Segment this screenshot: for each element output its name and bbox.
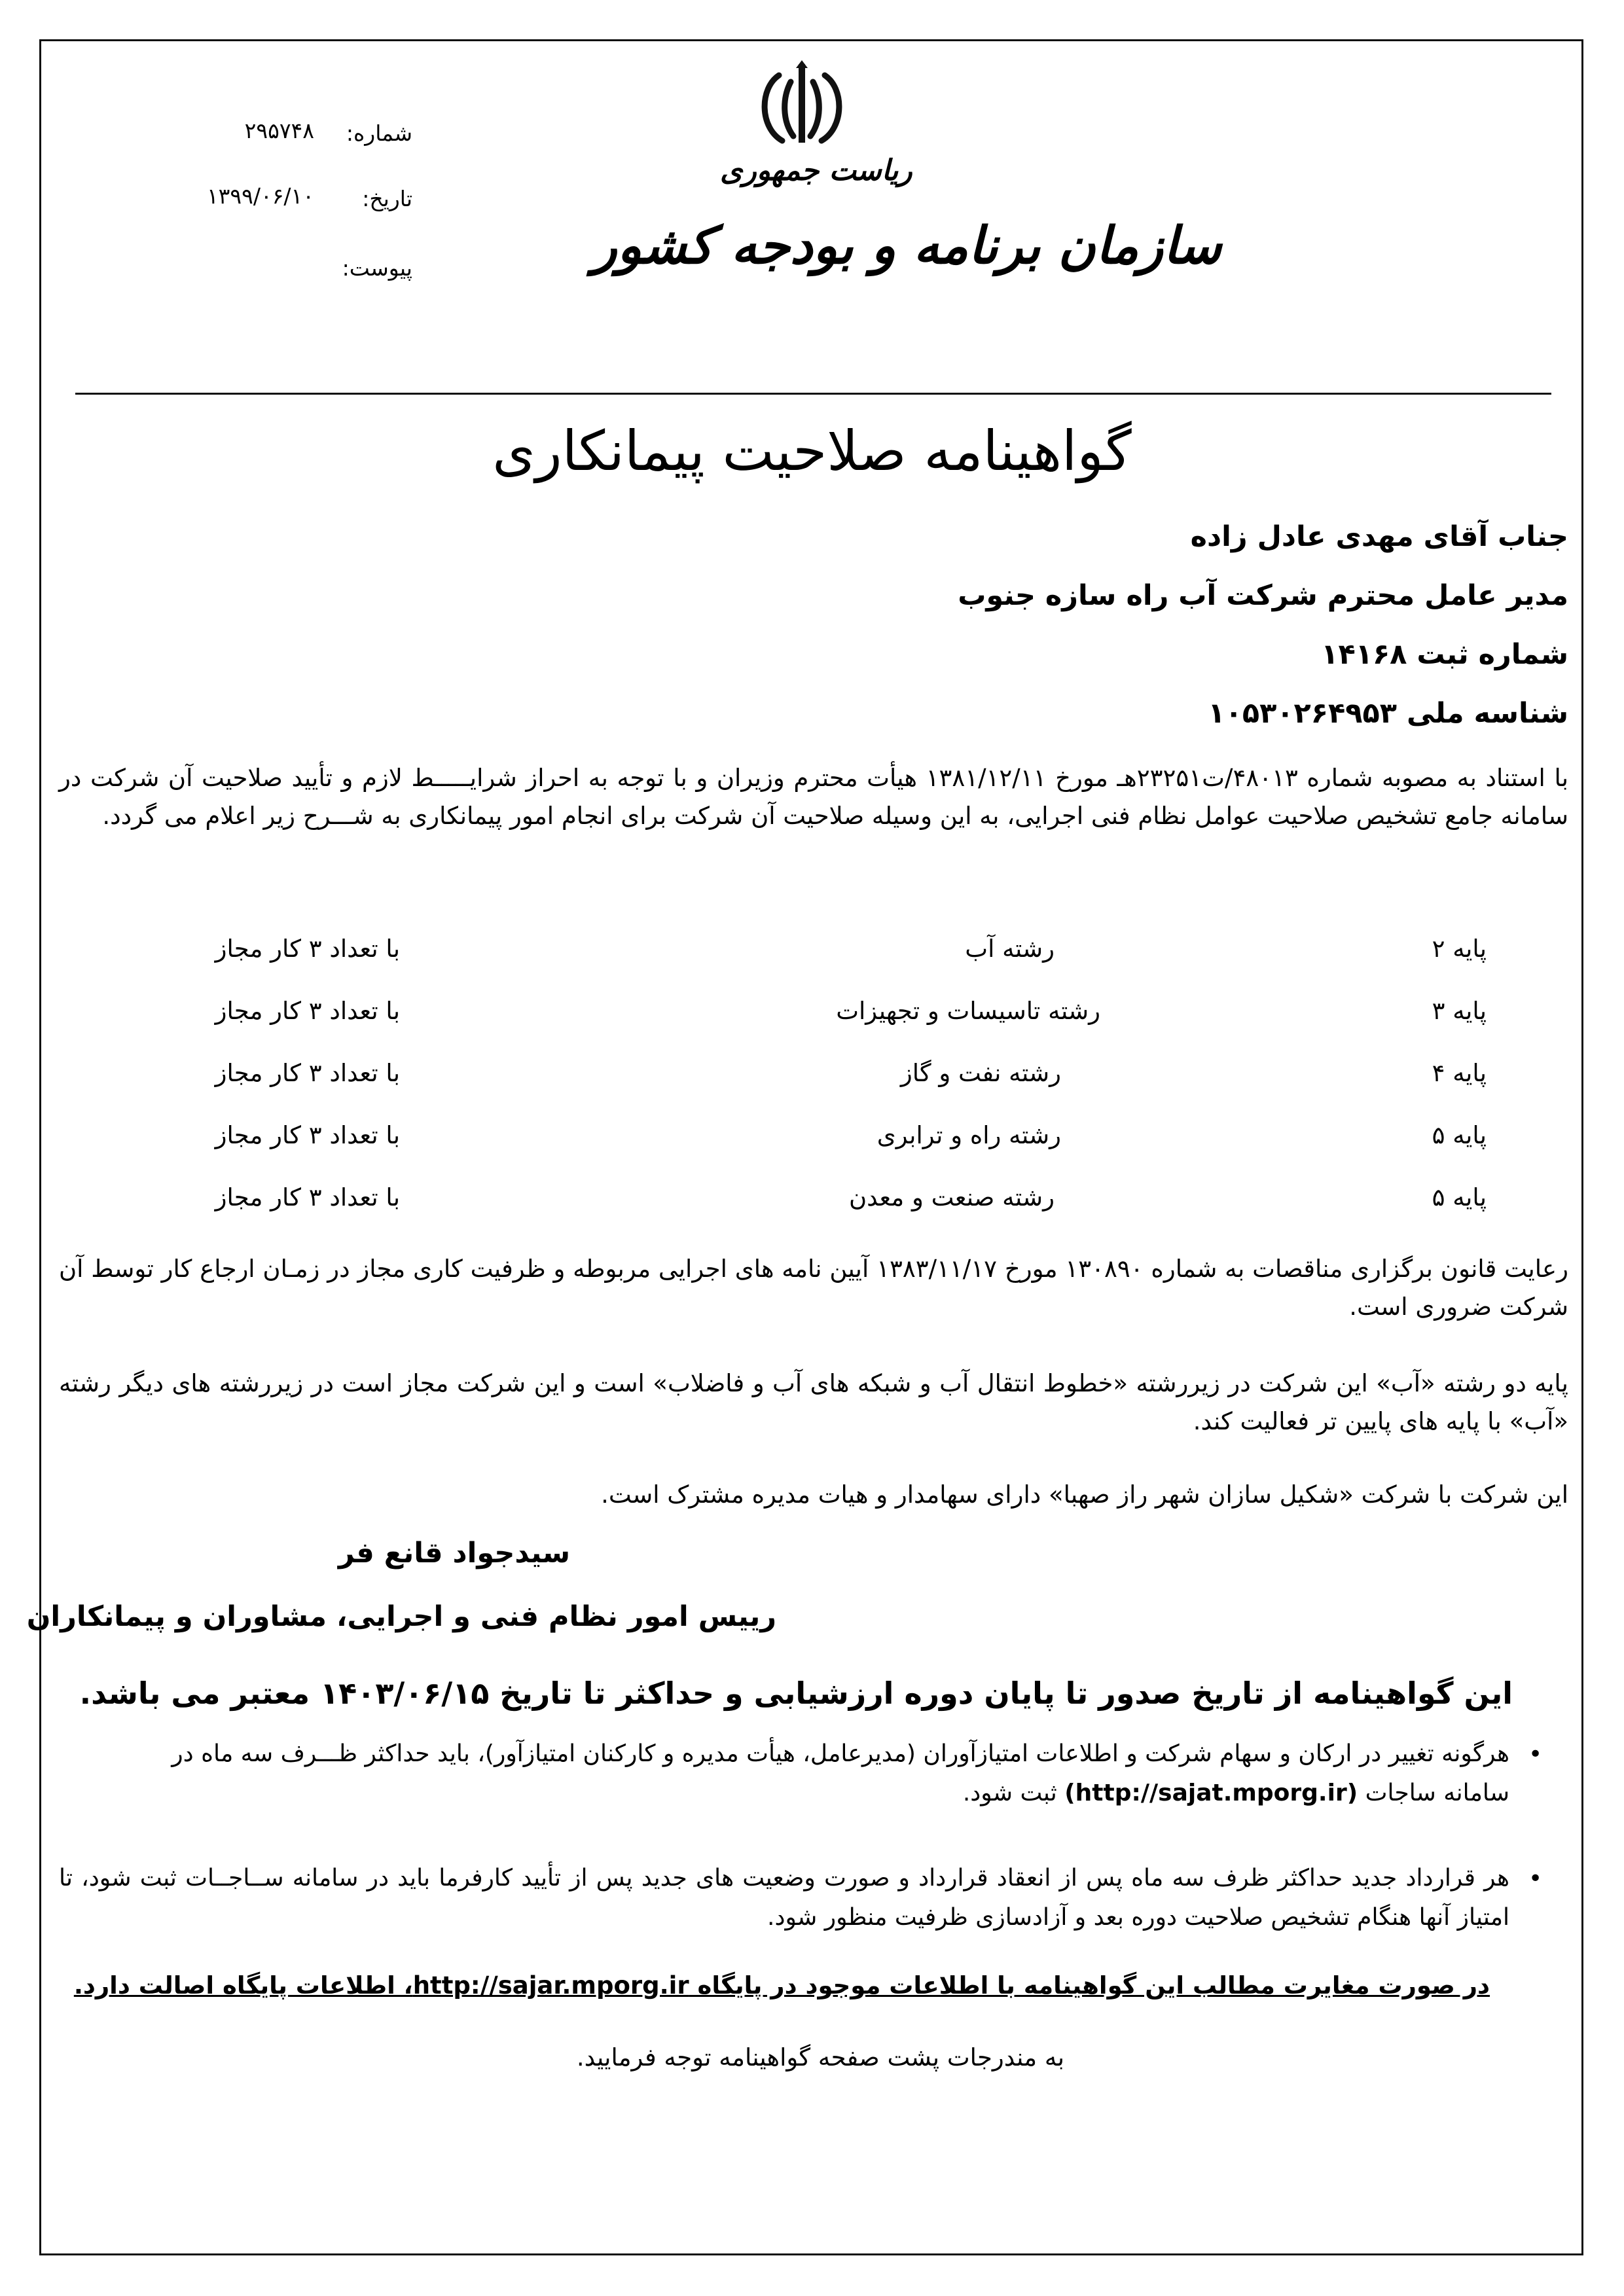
qualification-field: رشته صنعت و معدن: [848, 1183, 1055, 1211]
signatory-name: سیدجواد قانع فر: [338, 1537, 570, 1570]
national-id: شناسه ملی ۱۰۵۳۰۲۶۴۹۵۳: [1208, 697, 1568, 730]
qualification-field: رشته نفت و گاز: [900, 1059, 1061, 1087]
registration-number: شماره ثبت ۱۴۱۶۸: [1321, 638, 1568, 671]
number-value: ۲۹۵۷۴۸: [244, 118, 314, 143]
bullet-marker: •: [1528, 1741, 1543, 1768]
bullet-marker: •: [1528, 1865, 1543, 1892]
validity-statement: این گواهینامه از تاریخ صدور تا پایان دوره ارزشیابی و حداکثر تا تاریخ ۱۴۰۳/۰۶/۱۵ معتبر می باشد.: [79, 1676, 1513, 1711]
discrepancy-note: [74, 1971, 1490, 2000]
intro-paragraph: با استناد به مصوبه شماره ۴۸۰۱۳/ت۲۳۲۵۱هـ مورخ ۱۳۸۱/۱۲/۱۱ هیأت محترم وزیران و با توجه به احراز شرایـــــط لازم و تأیید صلاحیت آن شرکت در سامانه جامع تشخیص صلاحیت عوامل نظام فنی اجرایی، به این وسیله صلاحیت آن شرکت برای انجام امور پیمانکاری به شـــرح زیر اعلام می گردد.: [59, 764, 1569, 830]
bullet-text: سامانه ساجات: [1358, 1780, 1509, 1806]
qualification-row: [0, 935, 1624, 974]
signatory-title: رییس امور نظام فنی و اجرایی، مشاوران و پیمانکاران: [26, 1600, 776, 1633]
qualification-capacity: با تعداد ۳ کار مجاز: [215, 1183, 400, 1211]
qualification-capacity: با تعداد ۳ کار مجاز: [215, 1059, 400, 1087]
sajat-url-link[interactable]: (http://sajat.mporg.ir): [1064, 1780, 1358, 1806]
qualification-capacity: با تعداد ۳ کار مجاز: [215, 1121, 400, 1149]
qualification-capacity: با تعداد ۳ کار مجاز: [215, 935, 400, 963]
qualification-grade: پایه ۵: [1432, 1121, 1487, 1149]
bullet-text: ثبت شود.: [962, 1780, 1065, 1806]
discrepancy-text: در صورت مغایرت مطالب این گواهینامه با اطلاعات موجود در پایگاه: [689, 1971, 1490, 2000]
qualification-grade: پایه ۲: [1432, 935, 1487, 963]
qualification-row: [0, 997, 1624, 1036]
recipient-role: مدیر عامل محترم شرکت آب راه سازه جنوب: [958, 579, 1568, 612]
qualification-field: رشته راه و ترابری: [876, 1121, 1061, 1149]
sajar-url-link[interactable]: http://sajar.mporg.ir: [412, 1971, 689, 2000]
back-page-note: به مندرجات پشت صفحه گواهینامه توجه فرمایید.: [576, 2043, 1064, 2072]
qualification-grade: پایه ۴: [1432, 1059, 1487, 1087]
shared-ownership-note: این شرکت با شرکت «شکیل سازان شهر راز صهبا» دارای سهامدار و هیات مدیره مشترک است.: [601, 1480, 1568, 1509]
iran-emblem-icon: [753, 59, 851, 151]
date-value: ۱۳۹۹/۰۶/۱۰: [206, 183, 314, 209]
org-small-name: ریاست جمهوری: [720, 154, 912, 187]
qualification-row: [0, 1059, 1624, 1098]
bullet-line: هرگونه تغییر در ارکان و سهام شرکت و اطلاعات امتیازآوران (مدیرعامل، هیأت مدیره و کارکنان امتیازآور)، باید حداکثر ظـــرف سه ماه در: [171, 1740, 1509, 1767]
qualification-row: [0, 1183, 1624, 1223]
number-label: شماره:: [346, 120, 412, 146]
grade-note-paragraph: پایه دو رشته «آب» این شرکت در زیررشته «خطوط انتقال آب و شبکه های آب و فاضلاب» است و این شرکت مجاز است در زیررشته های دیگر رشته «آب» با پایه های پایین تر فعالیت کند.: [59, 1369, 1568, 1435]
qualification-field: رشته آب: [965, 935, 1055, 963]
qualification-capacity: با تعداد ۳ کار مجاز: [215, 997, 400, 1025]
qualification-grade: پایه ۳: [1432, 997, 1487, 1025]
bullet-item: هر قرارداد جدید حداکثر ظرف سه ماه پس از انعقاد قرارداد و صورت وضعیت های جدید پس از تأیید کارفرما باید در سامانه ســاجــات ثبت شود، تا امتیاز آنها هنگام تشخیص صلاحیت دوره بعد و آزادسازی ظرفیت منظور شود.: [59, 1865, 1509, 1931]
qualification-grade: پایه ۵: [1432, 1183, 1487, 1211]
bullet-line: [59, 1774, 1509, 1813]
header-meta: [177, 118, 412, 301]
org-large-name: سازمان برنامه و بودجه کشور: [592, 216, 1222, 276]
date-label: تاریخ:: [362, 186, 412, 211]
recipient-name: جناب آقای مهدی عادل زاده: [1190, 520, 1568, 553]
bullet-item: [59, 1734, 1509, 1813]
compliance-paragraph: رعایت قانون برگزاری مناقصات به شماره ۱۳۰۸۹۰ مورخ ۱۳۸۳/۱۱/۱۷ آیین نامه های اجرایی مربوطه و ظرفیت کاری مجاز در زمـان ارجاع کار توسط آن شرکت ضروری است.: [59, 1255, 1568, 1321]
attachment-label: پیوست:: [342, 255, 412, 281]
discrepancy-text: ، اطلاعات پایگاه اصالت دارد.: [73, 1971, 413, 2000]
qualification-row: [0, 1121, 1624, 1160]
page-title: گواهینامه صلاحیت پیمانکاری: [492, 419, 1132, 483]
header-divider: [75, 393, 1551, 395]
qualification-field: رشته تاسیسات و تجهیزات: [836, 997, 1100, 1025]
